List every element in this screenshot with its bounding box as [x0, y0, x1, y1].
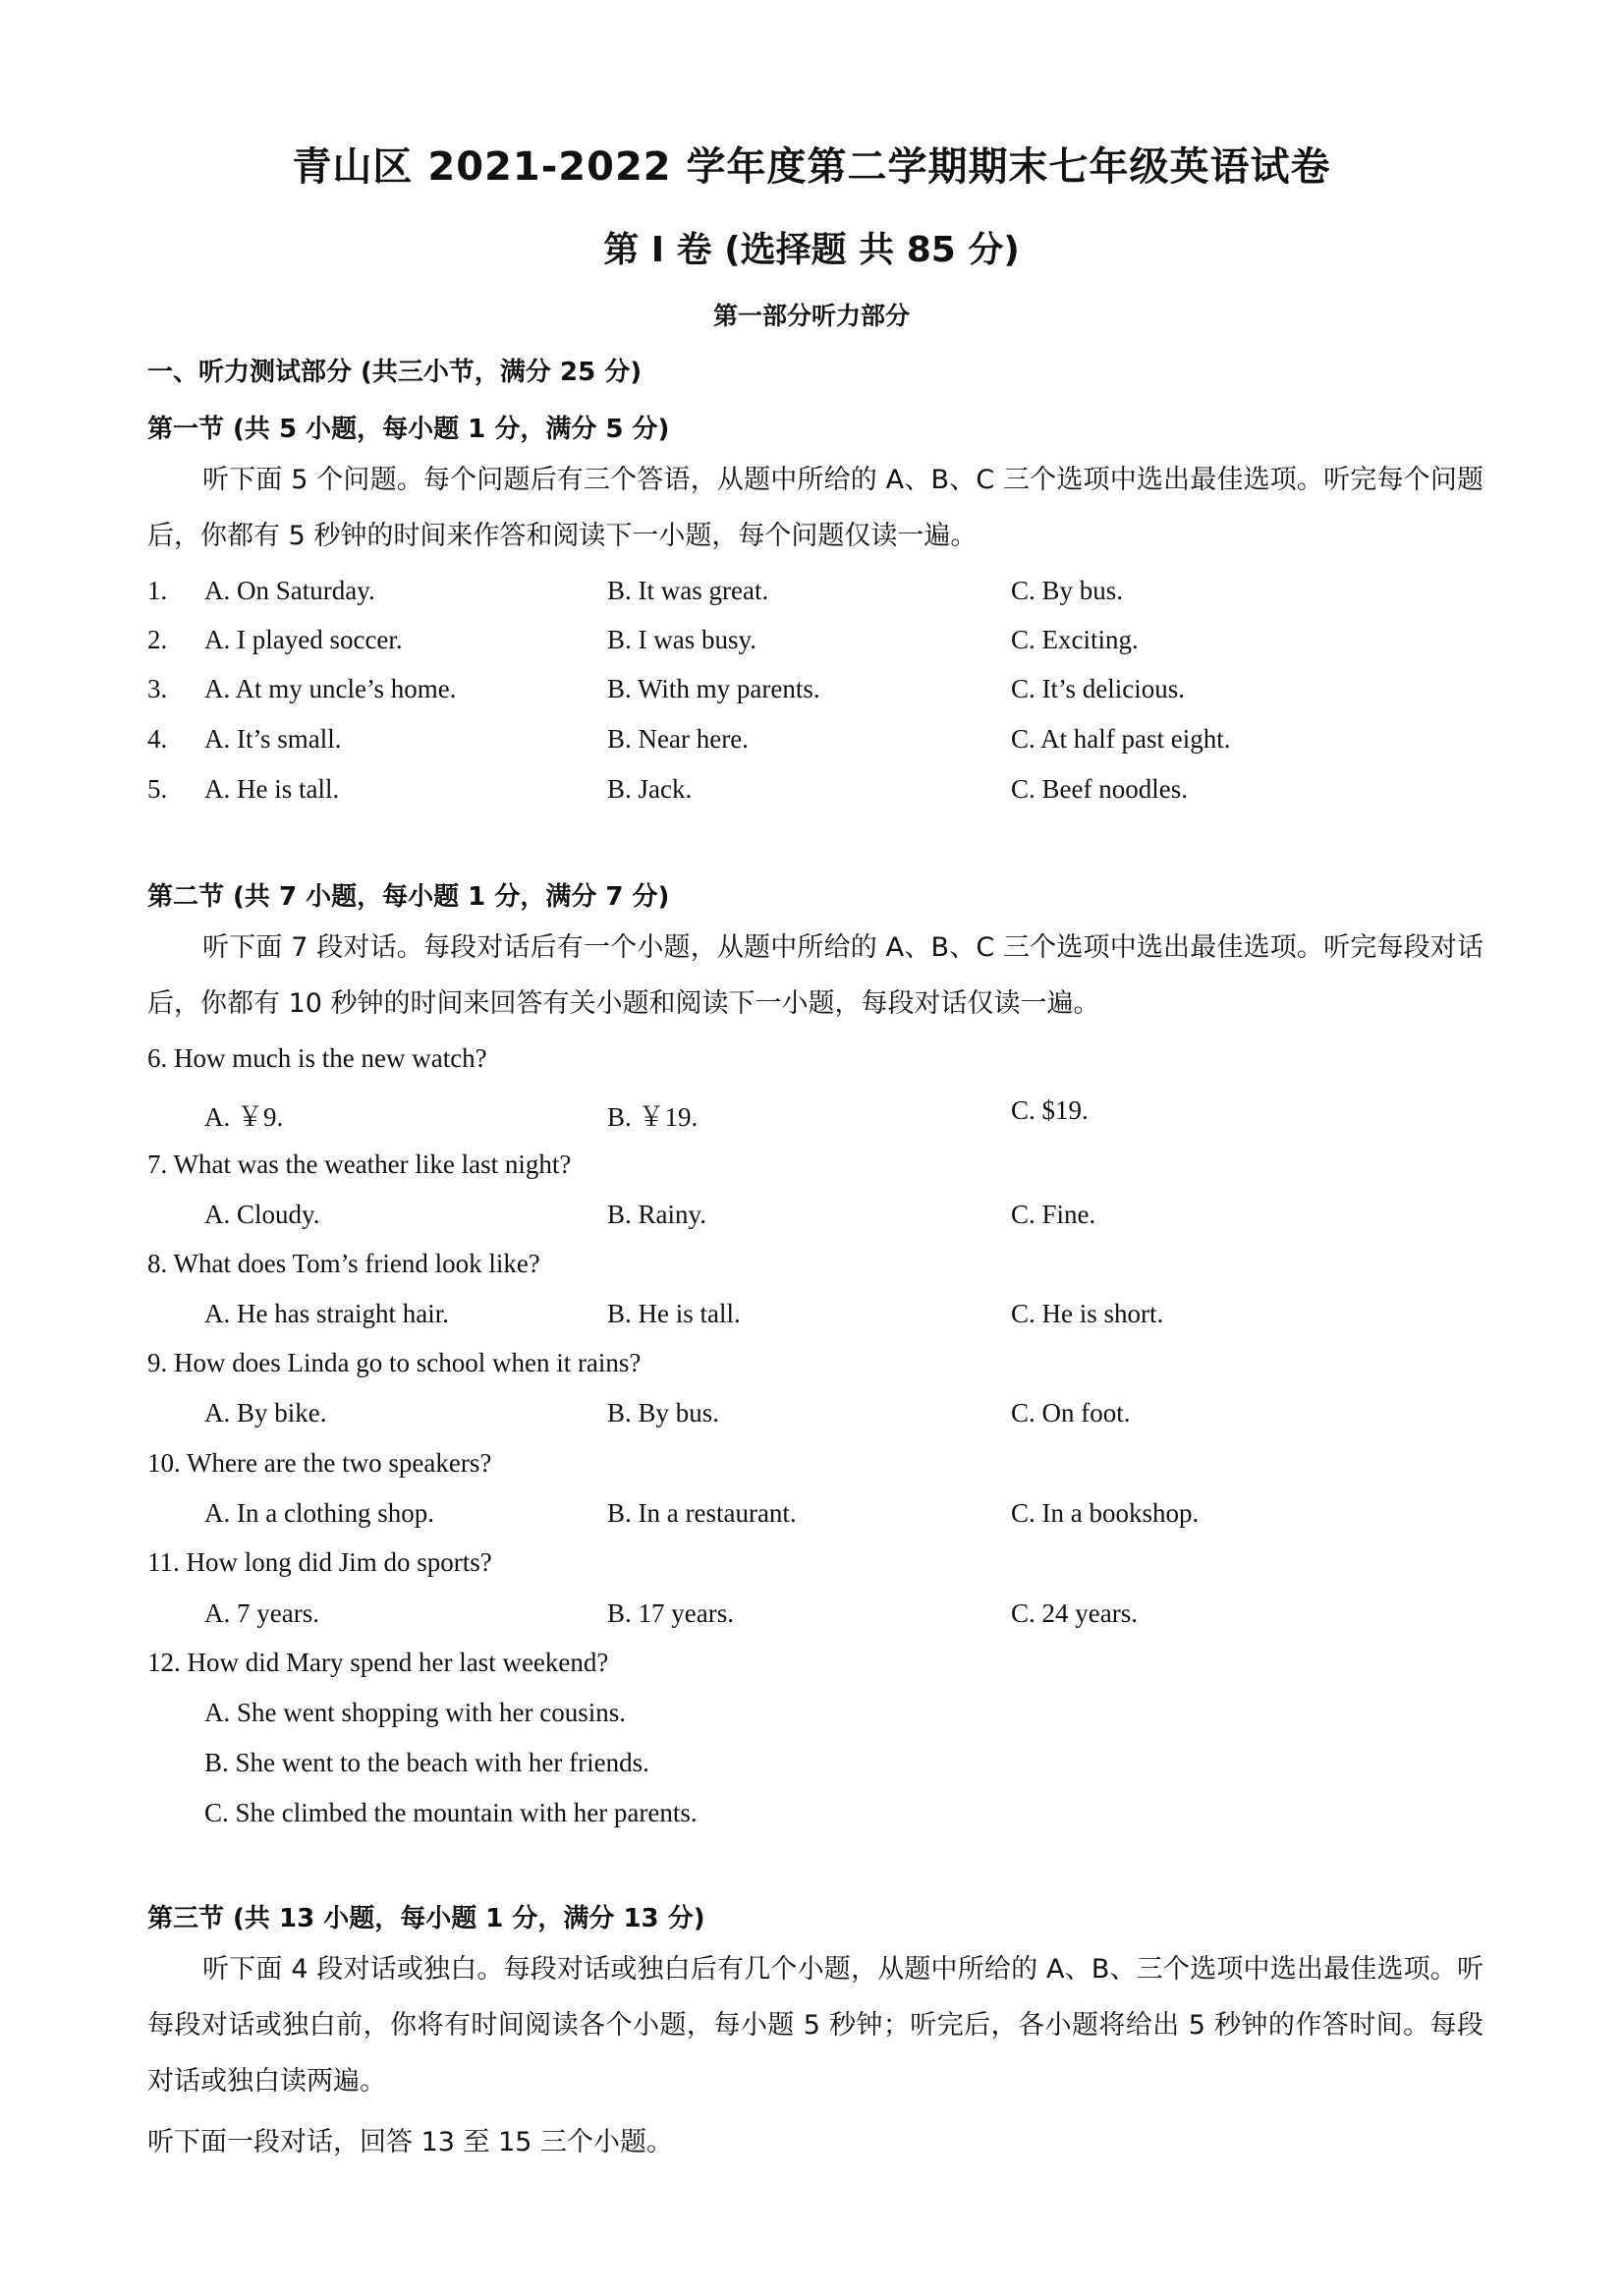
- question-text: 11. How long did Jim do sports?: [147, 1547, 492, 1577]
- option-a: A. Cloudy.: [204, 1200, 320, 1229]
- exam-title: 青山区 2021-2022 学年度第二学期期末七年级英语试卷: [292, 144, 1331, 190]
- option-a: A. He is tall.: [204, 774, 340, 804]
- option-a: A. At my uncle’s home.: [204, 674, 457, 703]
- option-b: B. By bus.: [607, 1398, 720, 1428]
- question-number: 5.: [147, 774, 168, 804]
- option-b: B. With my parents.: [607, 674, 820, 703]
- option-b: B. It was great.: [607, 576, 769, 605]
- option-a: A. I played soccer.: [204, 625, 403, 654]
- section3-heading: 第三节 (共 13 小题，每小题 1 分，满分 13 分): [147, 1904, 705, 1933]
- option-c: C. Exciting.: [1011, 625, 1139, 654]
- section3-instructions: 听下面 4 段对话或独白。每段对话或独白后有几个小题，从题中所给的 A、B、三个选项中选出最佳选项。听每段对话或独白前，你将有时间阅读各个小题，每小题 5 秒钟；听完后，各小题将给出 5 秒钟的作答时间。每段对话或独白读两遍。: [147, 1954, 1483, 2097]
- option-c: C. By bus.: [1011, 576, 1124, 605]
- option-a: A. She went shopping with her cousins.: [204, 1698, 626, 1727]
- option-b: B. Rainy.: [607, 1200, 706, 1229]
- option-c: C. At half past eight.: [1011, 724, 1231, 754]
- question-number: 3.: [147, 674, 168, 703]
- option-a: A. ￥9.: [204, 1102, 284, 1132]
- option-a: A. By bike.: [204, 1398, 327, 1428]
- question-number: 4.: [147, 724, 168, 754]
- option-c: C. Fine.: [1011, 1200, 1096, 1229]
- option-b: B. ￥19.: [607, 1102, 699, 1132]
- option-c: C. It’s delicious.: [1011, 674, 1185, 703]
- question-text: 6. How much is the new watch?: [147, 1043, 487, 1073]
- question-text: 12. How did Mary spend her last weekend?: [147, 1648, 609, 1677]
- section2-heading: 第二节 (共 7 小题，每小题 1 分，满分 7 分): [147, 882, 670, 912]
- option-b: B. 17 years.: [607, 1598, 734, 1628]
- option-a: A. 7 years.: [204, 1598, 319, 1628]
- option-a: A. He has straight hair.: [204, 1299, 449, 1328]
- listening-section-heading: 一、听力测试部分 (共三小节，满分 25 分): [147, 358, 643, 387]
- question-number: 2.: [147, 625, 168, 654]
- option-a: A. In a clothing shop.: [204, 1498, 434, 1528]
- part-heading: 第一部分听力部分: [712, 302, 910, 330]
- option-c: C. He is short.: [1011, 1299, 1164, 1328]
- option-c: C. $19.: [1011, 1095, 1089, 1125]
- option-b: B. I was busy.: [607, 625, 756, 654]
- section1-heading: 第一节 (共 5 小题，每小题 1 分，满分 5 分): [147, 415, 670, 444]
- option-b: B. In a restaurant.: [607, 1498, 797, 1528]
- option-c: C. She climbed the mountain with her parents.: [204, 1798, 698, 1827]
- question-text: 10. Where are the two speakers?: [147, 1448, 492, 1478]
- option-b: B. Near here.: [607, 724, 749, 754]
- option-b: B. Jack.: [607, 774, 693, 804]
- option-c: C. In a bookshop.: [1011, 1498, 1200, 1528]
- section1-instructions: 听下面 5 个问题。每个问题后有三个答语，从题中所给的 A、B、C 三个选项中选出最佳选项。听完每个问题后，你都有 5 秒钟的时间来作答和阅读下一小题，每个问题仅读一遍。: [147, 465, 1483, 551]
- question-text: 9. How does Linda go to school when it rains?: [147, 1348, 642, 1377]
- option-c: C. On foot.: [1011, 1398, 1131, 1428]
- question-text: 7. What was the weather like last night?: [147, 1149, 572, 1179]
- question-number: 1.: [147, 576, 168, 605]
- paper-subtitle: 第 I 卷 (选择题 共 85 分): [603, 230, 1020, 270]
- option-c: C. 24 years.: [1011, 1598, 1138, 1628]
- option-b: B. She went to the beach with her friends.: [204, 1748, 649, 1777]
- section3-note: 听下面一段对话，回答 13 至 15 三个小题。: [147, 2127, 674, 2157]
- option-a: A. It’s small.: [204, 724, 342, 754]
- question-text: 8. What does Tom’s friend look like?: [147, 1249, 540, 1278]
- option-a: A. On Saturday.: [204, 576, 375, 605]
- section2-instructions: 听下面 7 段对话。每段对话后有一个小题，从题中所给的 A、B、C 三个选项中选出最佳选项。听完每段对话后，你都有 10 秒钟的时间来回答有关小题和阅读下一小题，每段对话仅读一遍。: [147, 932, 1483, 1019]
- option-b: B. He is tall.: [607, 1299, 741, 1328]
- option-c: C. Beef noodles.: [1011, 774, 1188, 804]
